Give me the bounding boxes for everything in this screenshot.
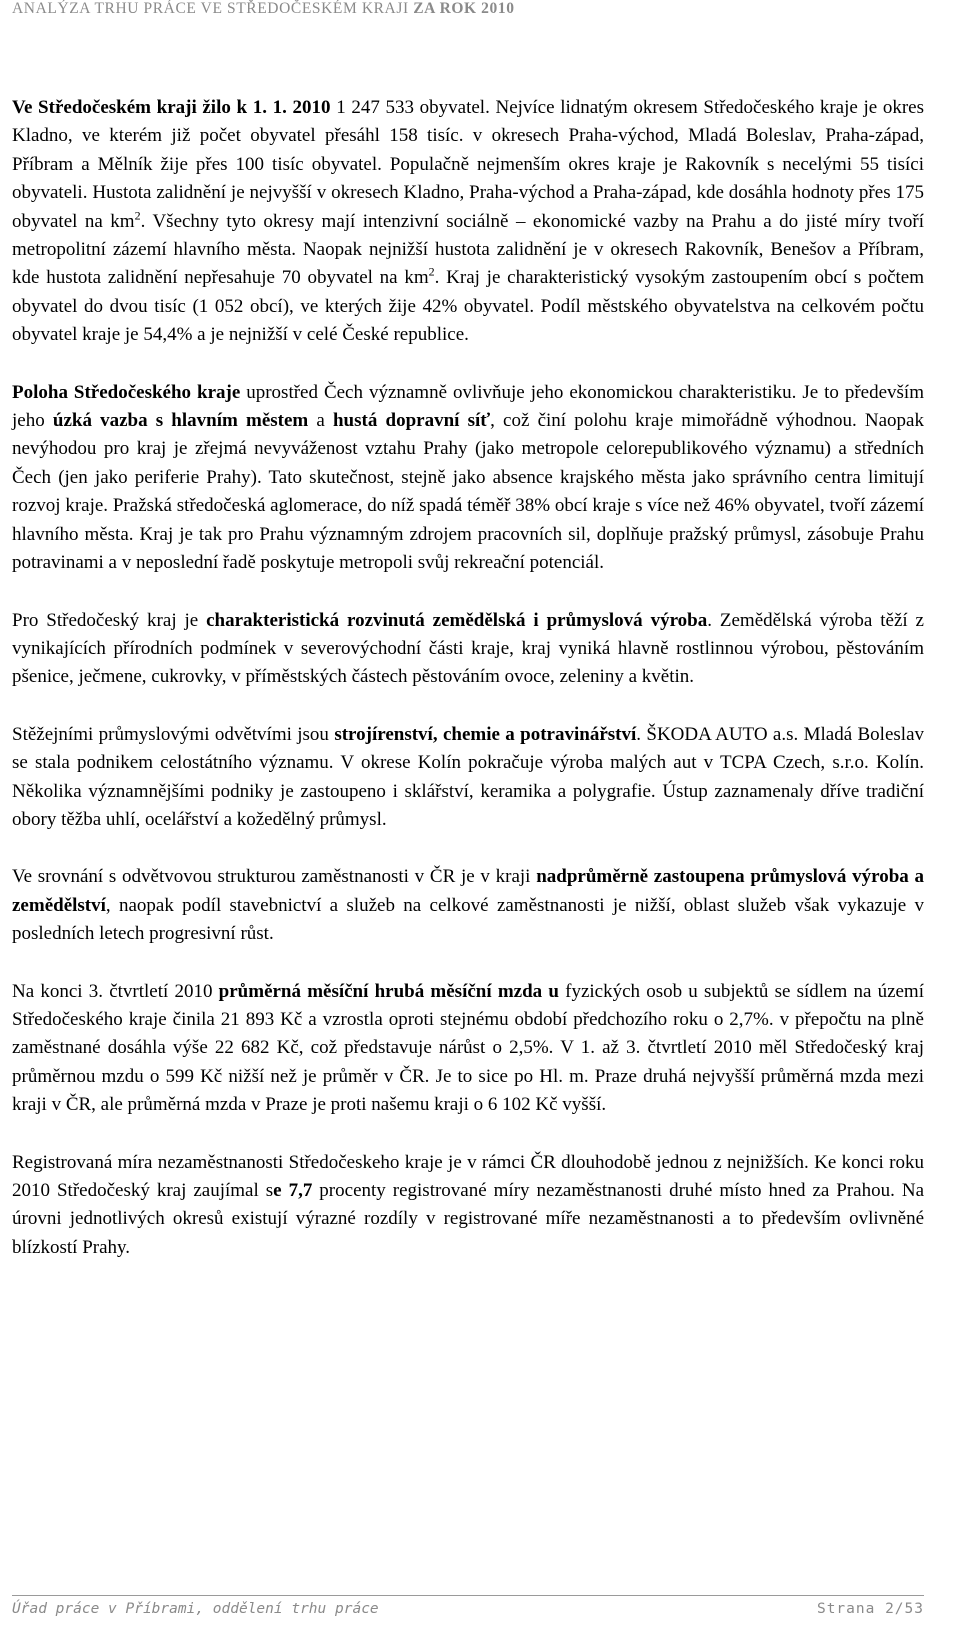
location-bold-3: hustá dopravní síť [332,410,491,432]
page-header [12,0,515,18]
location-text-1: uprostřed Čech významně ovlivňuje jeho ekonomickou charakteristiku. Je to především jeho [12,381,924,432]
agriculture-bold: charakteristická rozvinutá zemědělská i průmyslová výroba [206,609,708,631]
paragraph-industry [12,721,924,835]
agriculture-text-2: . Zemědělská výroba těží z vynikajících přírodních podmínek v severovýchodní části kraje, kraj vyniká hlavně rostlinnou výrobou, pěstováním pšenice, ječmene, cukrovky, v příměstských částech pěstováním ovoce, zeleniny a květin. [12,609,924,688]
industry-bold: strojírenství, chemie a potravinářství [334,723,637,745]
unemployment-text-2: procenty registrované míry nezaměstnanosti druhé místo hned za Prahou. Na úrovni jednotlivých okresů existují výrazné rozdíly v registrované míře nezaměstnanosti a to především ovlivněné blízkostí Prahy. [12,1180,925,1258]
header-title-year: ZA ROK 2010 [413,0,515,17]
employment-text-1: Ve srovnání s odvětvovou strukturou zaměstnanosti v ČR je v kraji [12,866,537,888]
population-lead: Ve Středočeském kraji žilo k 1. 1. 2010 [12,97,331,118]
wages-text-2: fyzických osob u subjektů se sídlem na území Středočeského kraje činila 21 893 Kč a vzrostla oproti stejnému období předchozího roku o 2,7%. v přepočtu na plně zaměstnané dosáhla výše 22 682 Kč, což představuje nárůst o 2,5%. V 1. až 3. čtvrtletí 2010 měl Středočeský kraj průměrnou mzdu o 599 Kč nižší než je průměr v ČR. Je to sice po Hl. m. Praze druhá nejvyšší průměrná mzda mezi kraji v ČR, ale průměrná mzda v Praze je proti našemu kraji o 6 102 Kč vyšší. [12,980,924,1116]
industry-text-2: . ŠKODA AUTO a.s. Mladá Boleslav se stala podnikem celostátního významu. V okrese Kolín pokračuje výroba malých aut v TCPA Czech, s.r.o. Kolín. Několika významnějšími podniky je zastoupeno i sklářství, keramika a polygrafie. Ústup zaznamenaly dříve tradiční obory těžba uhlí, ocelářství a kožedělný průmysl. [12,723,925,830]
paragraph-location [12,379,924,578]
footer-divider [12,1595,924,1596]
wages-text-1: Na konci 3. čtvrtletí 2010 [12,980,219,1002]
wages-bold: průměrná měsíční hrubá měsíční mzda u [218,980,559,1002]
footer-office: Úřad práce v Příbrami, oddělení trhu práce [12,1601,379,1617]
agriculture-text-1: Pro Středočeský kraj je [12,609,207,631]
population-text-3: . Kraj je charakteristický vysokým zastoupením obcí s počtem obyvatel do dvou tisíc (1 052 obcí), ve kterých žije 42% obyvatel. Podíl městského obyvatelstva na celkovém počtu obyvatel kraje je 54,4% a je nejnižší v celé České republice. [12,267,924,346]
paragraph-unemployment [12,1149,924,1263]
unemployment-text-1: Registrovaná míra nezaměstnanosti Středočeskeho kraje je v rámci ČR dlouhodobě jednou z nejnižších. Ke konci roku 2010 Středočeský kraj zaujímal s [12,1151,924,1201]
location-text-3: , což činí polohu kraje mimořádně výhodnou. Naopak nevýhodou pro kraj je zřejmá nevyváženost vztahu Prahy (jako metropole celorepublikového významu) a středních Čech (jen jako periferie Prahy). Tato skutečnost, stejně jako absence krajského města jako správního centra limitují rozvoj kraje. Pražská středočeská aglomerace, do níž spadá téměř 38% obcí kraje s více než 46% obyvatel, tvoří zázemí hlavního města. Kraj je tak pro Prahu významným zdrojem pracovních sil, doplňuje pražský průmysl, zásobuje Prahu potravinami a v neposlední řadě poskytuje metropoli svůj rekreační potenciál. [12,410,924,574]
page-number: Strana 2/53 [816,1601,924,1617]
document-body [12,94,924,1291]
paragraph-population [12,94,924,350]
employment-text-2: , naopak podíl stavebnictví a služeb na celkové zaměstnanosti je nižší, oblast služeb však vykazuje v posledních letech progresivní růst. [12,894,924,945]
superscript-2: 2 [428,265,435,280]
paragraph-agriculture [12,607,924,692]
unemployment-bold: e 7,7 [273,1180,313,1201]
paragraph-wages [12,978,924,1120]
location-text-2: a [308,410,333,432]
population-text-2: . Všechny tyto okresy mají intenzivní sociálně – ekonomické vazby na Prahu a do jisté míry tvoří metropolitní zázemí hlavního města. Naopak nejnižší hustota zalidnění je v okresech Rakovník, Benešov a Příbram, kde hustota zalidnění nepřesahuje 70 obyvatel na km [12,210,925,289]
employment-bold: nadprůměrně zastoupena průmyslová výroba a zemědělství [12,866,924,916]
location-bold-2: úzká vazba s hlavním městem [52,410,309,432]
superscript-2: 2 [134,208,141,223]
header-title: ANALÝZA TRHU PRÁCE VE STŘEDOČESKÉM KRAJI [12,0,414,17]
industry-text-1: Stěžejními průmyslovými odvětvími jsou [12,723,335,745]
location-bold-1: Poloha Středočeského kraje [12,381,241,403]
paragraph-employment-structure [12,863,924,948]
population-text-1: 1 247 533 obyvatel. Nejvíce lidnatým okresem Středočeského kraje je okres Kladno, ve kterém již počet obyvatel přesáhl 158 tisíc. v okresech Praha-východ, Mladá Boleslav, Praha-západ, Příbram a Mělník žije přes 100 tisíc obyvatel. Populačně nejmenším okres kraje je Rakovník s necelými 55 tisíci obyvateli. Hustota zalidnění je nejvyšší v okresech Kladno, Praha-východ a Praha-západ, kde dosáhla hodnoty přes 175 obyvatel na km [12,97,924,232]
